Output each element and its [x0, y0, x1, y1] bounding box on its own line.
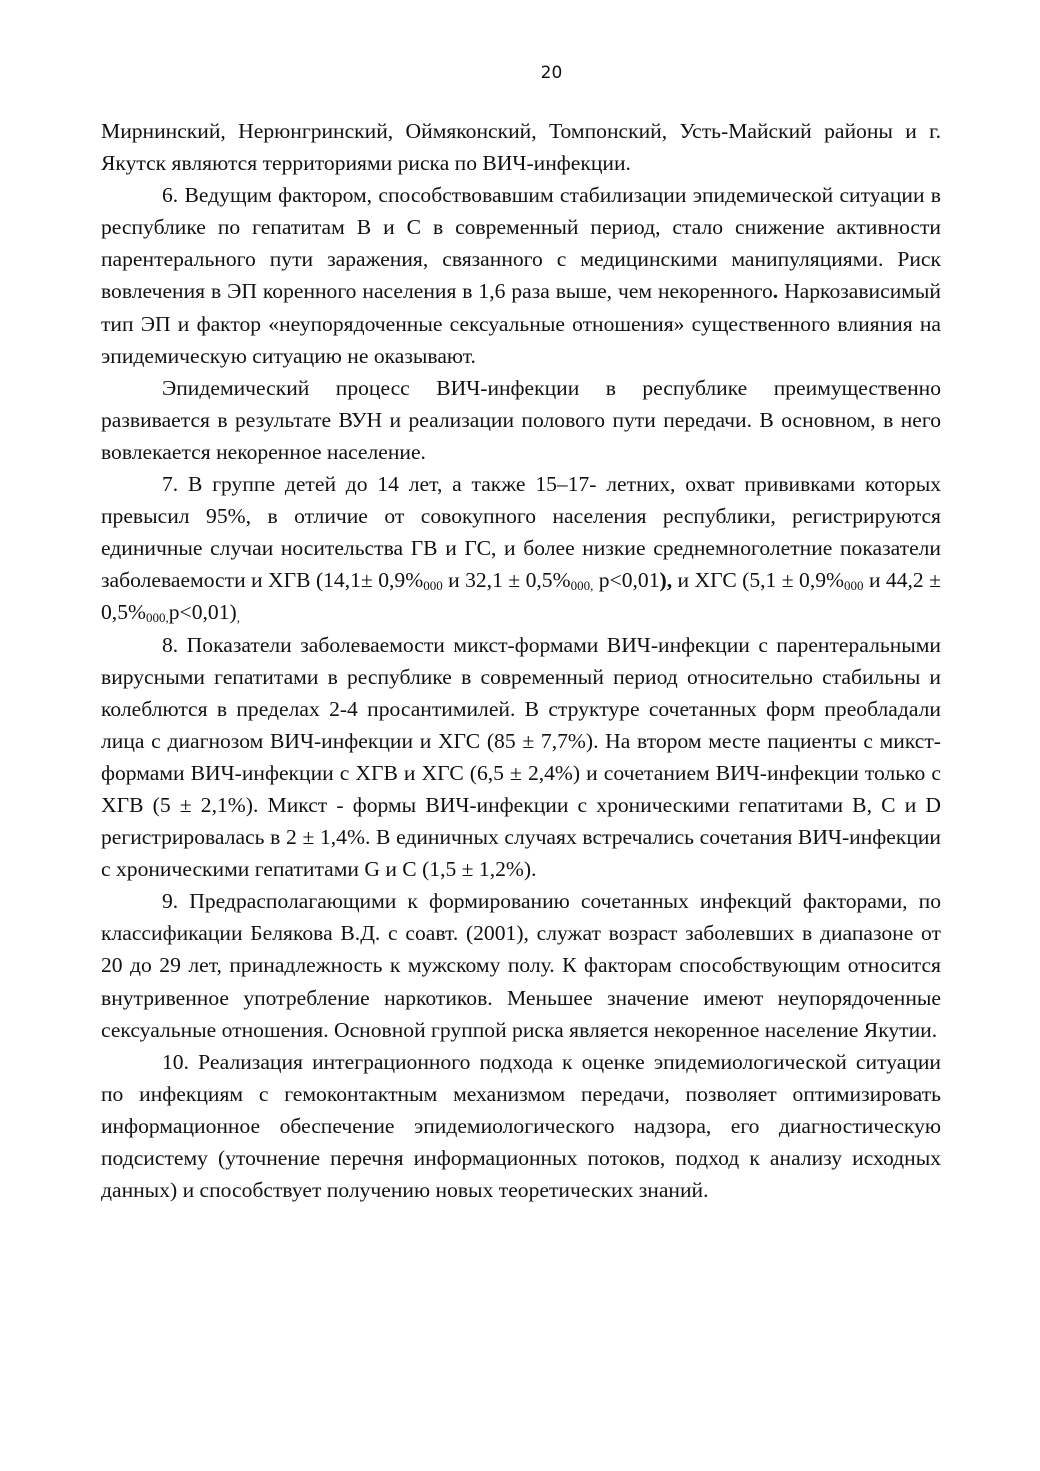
paragraph-item-6 — [101, 179, 941, 372]
subscript: 000 — [844, 578, 864, 594]
subscript: 000 — [423, 578, 443, 594]
paragraph-text: и ХГС (5,1 ± 0,9% — [672, 568, 845, 593]
paragraph-item-7 — [101, 468, 941, 628]
bold-bracket: ), — [659, 568, 673, 593]
subscript: 000, — [145, 610, 169, 626]
paragraph-continuation: Мирнинский, Нерюнгринский, Оймяконский, Томпонский, Усть-Майский районы и г. Якутск являются территориями риска по ВИЧ-инфекции. — [101, 119, 941, 176]
document-body — [101, 115, 941, 1206]
paragraph-item-8: 8. Показатели заболеваемости микст-формами ВИЧ-инфекции с парентеральными вирусными гепатитами в республике в современный период относительно стабильны и колеблются в пределах 2-4 просантимилей. В структуре сочетанных форм преобладали лица с диагнозом ВИЧ-инфекции и ХГС (85 ± 7,7%). На втором месте пациенты с микст-формами ВИЧ-инфекции с ХГВ и ХГС (6,5 ± 2,4%) и сочетанием ВИЧ-инфекции только с ХГВ (5 ± 2,1%). Микст - формы ВИЧ-инфекции с хроническими гепатитами В, С и D регистрировалась в 2 ± 1,4%. В единичных случаях встречались сочетания ВИЧ-инфекции с хроническими гепатитами G и С (1,5 ± 1,2%). — [101, 632, 941, 882]
paragraph-item-9: 9. Предрасполагающими к формированию сочетанных инфекций факторами, по классификации Белякова В.Д. с соавт. (2001), служат возраст заболевших в диапазоне от 20 до 29 лет, принадлежность к мужскому полу. К факторам способствующим относится внутривенное употребление наркотиков. Меньшее значение имеют неупорядоченные сексуальные отношения. Основной группой риска является некоренное население Якутии. — [101, 889, 941, 1042]
paragraph-item-10: 10. Реализация интеграционного подхода к оценке эпидемиологической ситуации по инфекциям с гемоконтактным механизмом передачи, позволяет оптимизировать информационное обеспечение эпидемиологического надзора, его диагностическую подсистему (уточнение перечня информационных потоков, подход к анализу исходных данных) и способствует получению новых теоретических знаний. — [101, 1049, 941, 1203]
paragraph-text: и 32,1 ± 0,5% — [442, 568, 571, 593]
paragraph-hiv-process: Эпидемический процесс ВИЧ-инфекции в республике преимущественно развивается в результате ВУН и реализации полового пути передачи. В основном, в него вовлекается некоренное население. — [101, 375, 941, 464]
paragraph-text: Наркозависимый тип ЭП и фактор «неупорядоченные сексуальные отношения» существенного влияния на эпидемическую ситуацию не оказывают. — [101, 279, 941, 368]
paragraph-text: 6. Ведущим фактором, способствовавшим стабилизации эпидемической ситуации в республике по гепатитам В и С в современный период, стало снижение активности парентерального пути заражения, связанного с медицинскими манипуляциями. Риск вовлечения в ЭП коренного населения в 1,6 раза выше, чем некоренного — [101, 183, 941, 304]
paragraph-text: и 44,2 ± 0,5% — [101, 568, 942, 625]
subscript: , — [236, 610, 240, 626]
paragraph-text: 7. В группе детей до 14 лет, а также 15–17- летних, охват прививками которых превысил 95%, в отличие от совокупного населения республики, регистрируются единичные случаи носительства ГВ и ГС, и более низкие среднемноголетние показатели заболеваемости и ХГВ (14,1± 0,9% — [101, 472, 941, 593]
bold-period: . — [772, 279, 779, 304]
page-number: 20 — [540, 63, 563, 83]
paragraph-text: р<0,01 — [593, 568, 660, 593]
paragraph-text: р<0,01) — [168, 600, 237, 625]
subscript: 000, — [570, 578, 594, 594]
